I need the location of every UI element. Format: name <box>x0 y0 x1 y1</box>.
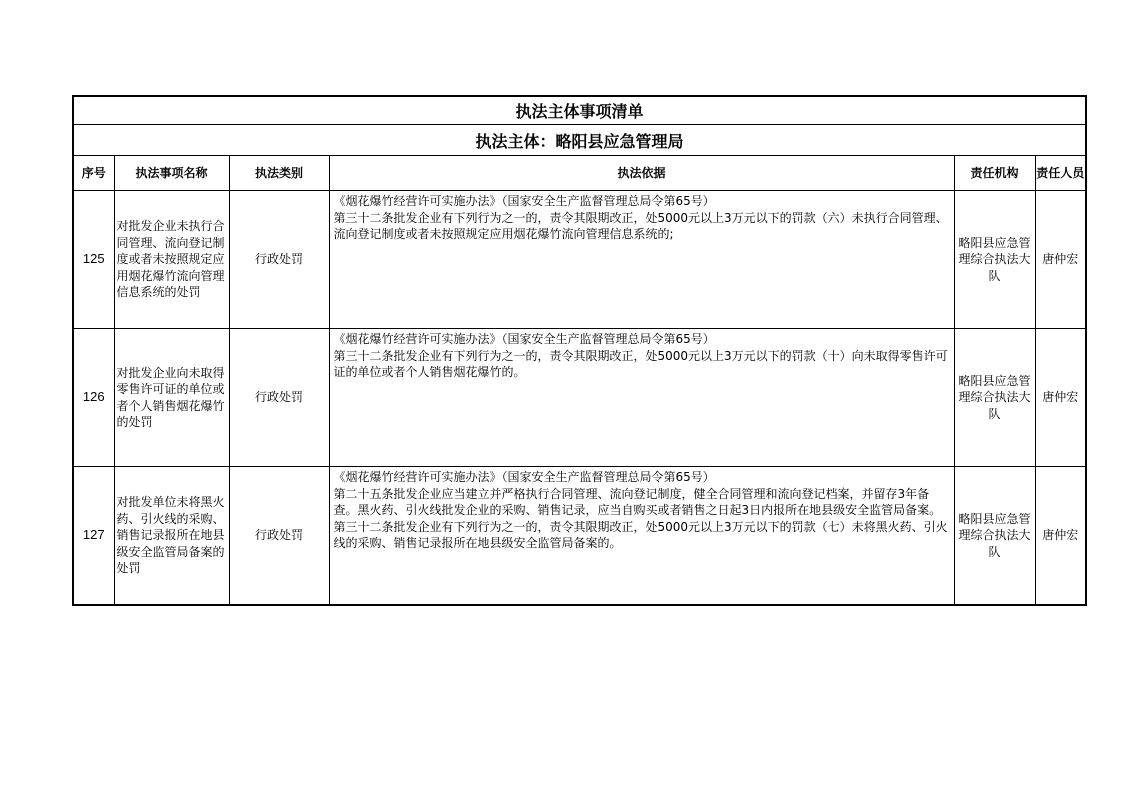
header-row <box>73 156 1086 191</box>
legal-basis <box>329 329 954 467</box>
basis-line: 《烟花爆竹经营许可实施办法》（国家安全生产监督管理总局令第65号） <box>333 194 715 208</box>
responsible-org: 略阳县应急管理综合执法大队 <box>954 329 1035 467</box>
header-org: 责任机构 <box>954 156 1035 191</box>
basis-line: 第三十二条批发企业有下列行为之一的，责令其限期改正，处5000元以上3万元以下的罚款（六）未执行合同管理、流向登记制度或者未按照规定应用烟花爆竹流向管理信息系统的; <box>333 210 948 241</box>
header-basis: 执法依据 <box>329 156 954 191</box>
item-type: 行政处罚 <box>229 467 329 606</box>
table-row <box>73 467 1086 606</box>
responsible-org: 略阳县应急管理综合执法大队 <box>954 191 1035 329</box>
basis-line: 第三十二条批发企业有下列行为之一的，责令其限期改正，处5000元以上3万元以下的罚款（十）向未取得零售许可证的单位或者个人销售烟花爆竹的。 <box>333 348 948 379</box>
item-name: 对批发单位未将黑火药、引火线的采购、销售记录报所在地县级安全监管局备案的处罚 <box>114 467 229 606</box>
item-name: 对批发企业向未取得零售许可证的单位或者个人销售烟花爆竹的处罚 <box>114 329 229 467</box>
header-type: 执法类别 <box>229 156 329 191</box>
basis-line: 第三十二条批发企业有下列行为之一的，责令其限期改正，处5000元以上3万元以下的罚款（七）未将黑火药、引火线的采购、销售记录报所在地县级安全监管局备案的。 <box>333 519 948 550</box>
basis-line: 《烟花爆竹经营许可实施办法》（国家安全生产监督管理总局令第65号） <box>333 332 715 346</box>
header-no: 序号 <box>73 156 114 191</box>
item-type: 行政处罚 <box>229 191 329 329</box>
row-number: 125 <box>73 191 114 329</box>
responsible-person: 唐仲宏 <box>1035 467 1086 606</box>
basis-line: 《烟花爆竹经营许可实施办法》（国家安全生产监督管理总局令第65号） <box>333 470 715 484</box>
row-number: 127 <box>73 467 114 606</box>
item-type: 行政处罚 <box>229 329 329 467</box>
responsible-org: 略阳县应急管理综合执法大队 <box>954 467 1035 606</box>
subject-row <box>73 125 1086 156</box>
responsible-person: 唐仲宏 <box>1035 191 1086 329</box>
responsible-person: 唐仲宏 <box>1035 329 1086 467</box>
title-row <box>73 96 1086 125</box>
table-row <box>73 191 1086 329</box>
row-number: 126 <box>73 329 114 467</box>
basis-line: 第二十五条批发企业应当建立并严格执行合同管理、流向登记制度，健全合同管理和流向登记档案，并留存3年备查。黑火药、引火线批发企业的采购、销售记录，应当自购买或者销售之日起3日内报所在地县级安全监管局备案。 <box>333 486 942 517</box>
item-name: 对批发企业未执行合同管理、流向登记制度或者未按照规定应用烟花爆竹流向管理信息系统的处罚 <box>114 191 229 329</box>
header-person: 责任人员 <box>1035 156 1086 191</box>
legal-basis <box>329 467 954 606</box>
legal-basis <box>329 191 954 329</box>
header-name: 执法事项名称 <box>114 156 229 191</box>
enforcement-table <box>72 95 1087 606</box>
page-title: 执法主体事项清单 <box>73 96 1086 125</box>
enforcement-subject: 执法主体：略阳县应急管理局 <box>73 125 1086 156</box>
table-row <box>73 329 1086 467</box>
